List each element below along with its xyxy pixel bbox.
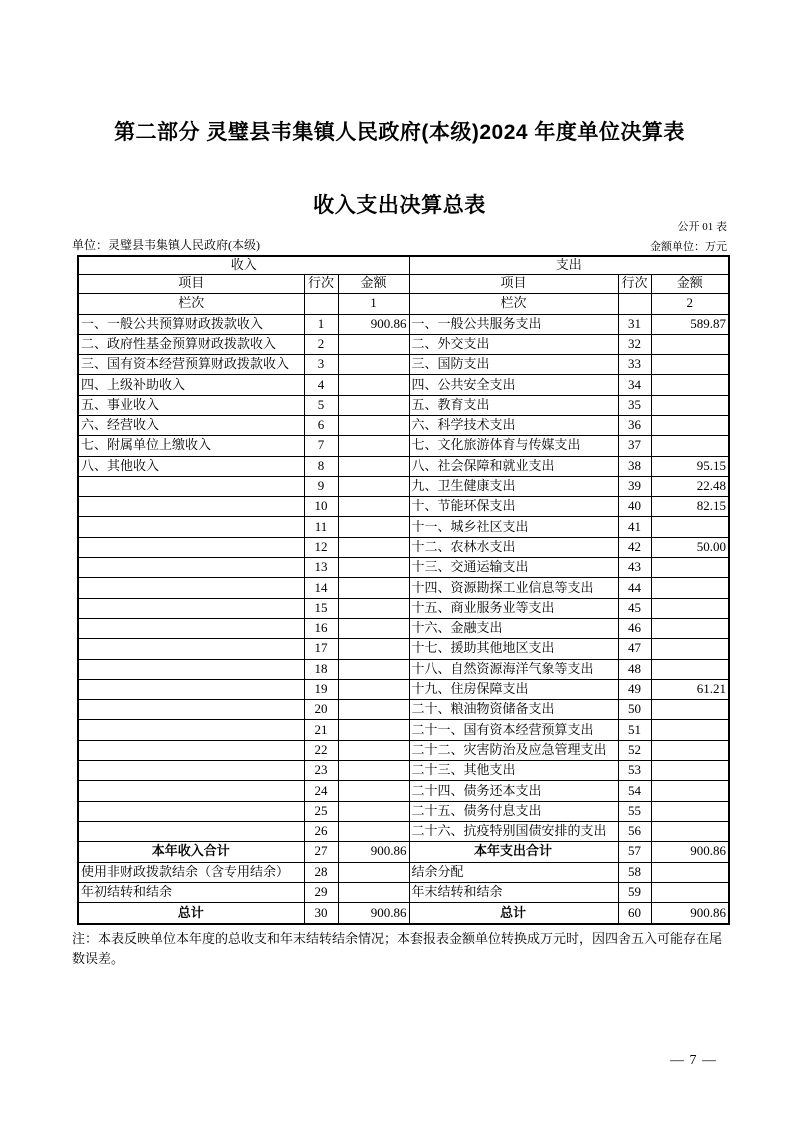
expenditure-line-cell: 49 <box>618 679 651 699</box>
income-amount-cell <box>338 476 409 496</box>
income-line-cell: 4 <box>304 375 338 395</box>
income-item-cell: 一、一般公共预算财政拨款收入 <box>78 314 304 334</box>
income-amount-cell <box>338 740 409 760</box>
table-row <box>78 903 729 924</box>
income-line-cell: 30 <box>304 903 338 924</box>
income-amount-cell: 900.86 <box>338 314 409 334</box>
income-item-header: 项目 <box>78 274 304 293</box>
expenditure-line-cell: 53 <box>618 761 651 781</box>
expenditure-line-cell: 58 <box>618 862 651 882</box>
expenditure-item-header: 项目 <box>409 274 618 293</box>
table-row <box>78 395 729 415</box>
expenditure-item-cell: 十八、自然资源海洋气象等支出 <box>409 659 618 679</box>
income-item-cell <box>78 781 304 801</box>
income-line-cell: 10 <box>304 497 338 517</box>
expenditure-amount-cell <box>651 781 729 801</box>
public-table-label: 公开 01 表 <box>677 221 727 233</box>
income-line-cell: 19 <box>304 679 338 699</box>
expenditure-item-cell: 十五、商业服务业等支出 <box>409 598 618 618</box>
expenditure-amount-cell: 900.86 <box>651 842 729 862</box>
income-amount-cell <box>338 456 409 476</box>
expenditure-amount-cell <box>651 740 729 760</box>
table-row <box>78 456 729 476</box>
summary-table-body <box>78 314 729 924</box>
expenditure-item-cell: 二十四、债务还本支出 <box>409 781 618 801</box>
expenditure-amount-cell <box>651 436 729 456</box>
expenditure-amount-cell: 50.00 <box>651 537 729 557</box>
income-line-cell: 12 <box>304 537 338 557</box>
expenditure-section-header: 支出 <box>409 256 729 274</box>
expenditure-line-cell: 46 <box>618 618 651 638</box>
table-row <box>78 740 729 760</box>
expenditure-item-cell: 四、公共安全支出 <box>409 375 618 395</box>
income-line-cell: 5 <box>304 395 338 415</box>
income-amount-cell: 900.86 <box>338 842 409 862</box>
expenditure-amount-cell: 61.21 <box>651 679 729 699</box>
income-item-cell <box>78 821 304 841</box>
income-amount-cell <box>338 761 409 781</box>
expenditure-line-cell: 45 <box>618 598 651 618</box>
expenditure-line-cell: 56 <box>618 821 651 841</box>
income-line-cell: 13 <box>304 558 338 578</box>
table-row <box>78 497 729 517</box>
income-item-cell: 总计 <box>78 903 304 924</box>
income-amount-cell <box>338 882 409 902</box>
expenditure-index-label: 栏次 <box>409 293 618 314</box>
expenditure-line-cell: 31 <box>618 314 651 334</box>
expenditure-item-cell: 结余分配 <box>409 862 618 882</box>
expenditure-item-cell: 六、科学技术支出 <box>409 415 618 435</box>
expenditure-line-cell: 55 <box>618 801 651 821</box>
expenditure-amount-cell: 589.87 <box>651 314 729 334</box>
table-note-line: 注：本表反映单位本年度的总收支和年末结转结余情况；本套报表金额单位转换成万元时，因四舍五入可能存在尾 <box>72 931 723 946</box>
column-header-row <box>78 274 729 293</box>
income-amount-cell <box>338 801 409 821</box>
expenditure-item-cell: 二十二、灾害防治及应急管理支出 <box>409 740 618 760</box>
table-row <box>78 517 729 537</box>
income-amount-cell <box>338 659 409 679</box>
income-item-cell <box>78 740 304 760</box>
table-row <box>78 314 729 334</box>
income-item-cell: 八、其他收入 <box>78 456 304 476</box>
expenditure-amount-cell <box>651 659 729 679</box>
income-amount-cell <box>338 355 409 375</box>
expenditure-item-cell: 二、外交支出 <box>409 334 618 354</box>
income-line-cell: 18 <box>304 659 338 679</box>
expenditure-item-cell: 二十一、国有资本经营预算支出 <box>409 720 618 740</box>
expenditure-item-cell: 五、教育支出 <box>409 395 618 415</box>
summary-table <box>77 255 730 925</box>
income-item-cell <box>78 639 304 659</box>
income-section-header: 收入 <box>78 256 409 274</box>
expenditure-item-cell: 年末结转和结余 <box>409 882 618 902</box>
expenditure-line-header: 行次 <box>618 274 651 293</box>
expenditure-line-cell: 51 <box>618 720 651 740</box>
income-item-cell: 二、政府性基金预算财政拨款收入 <box>78 334 304 354</box>
expenditure-amount-cell <box>651 761 729 781</box>
expenditure-line-cell: 42 <box>618 537 651 557</box>
income-item-cell: 使用非财政拨款结余（含专用结余） <box>78 862 304 882</box>
income-amount-cell <box>338 517 409 537</box>
table-row <box>78 720 729 740</box>
page <box>72 0 727 1122</box>
expenditure-line-cell: 50 <box>618 700 651 720</box>
expenditure-amount-cell <box>651 700 729 720</box>
table-row <box>78 578 729 598</box>
expenditure-amount-cell <box>651 821 729 841</box>
income-item-cell: 年初结转和结余 <box>78 882 304 902</box>
expenditure-item-cell: 本年支出合计 <box>409 842 618 862</box>
expenditure-line-cell: 34 <box>618 375 651 395</box>
income-amount-cell <box>338 334 409 354</box>
table-row <box>78 659 729 679</box>
table-row <box>78 476 729 496</box>
income-item-cell <box>78 598 304 618</box>
income-line-cell: 15 <box>304 598 338 618</box>
table-row <box>78 598 729 618</box>
expenditure-item-cell: 九、卫生健康支出 <box>409 476 618 496</box>
expenditure-item-cell: 八、社会保障和就业支出 <box>409 456 618 476</box>
expenditure-line-cell: 57 <box>618 842 651 862</box>
expenditure-line-cell: 32 <box>618 334 651 354</box>
expenditure-amount-cell <box>651 862 729 882</box>
income-amount-cell <box>338 618 409 638</box>
document-title: 第二部分 灵璧县韦集镇人民政府(本级)2024 年度单位决算表 <box>114 121 685 144</box>
expenditure-amount-cell <box>651 355 729 375</box>
expenditure-index-blank <box>618 293 651 314</box>
expenditure-amount-cell <box>651 578 729 598</box>
income-amount-cell: 900.86 <box>338 903 409 924</box>
income-amount-cell <box>338 497 409 517</box>
expenditure-line-cell: 59 <box>618 882 651 902</box>
expenditure-line-cell: 54 <box>618 781 651 801</box>
expenditure-line-cell: 43 <box>618 558 651 578</box>
income-item-cell: 五、事业收入 <box>78 395 304 415</box>
income-amount-cell <box>338 821 409 841</box>
table-row <box>78 801 729 821</box>
income-amount-cell <box>338 639 409 659</box>
expenditure-line-cell: 36 <box>618 415 651 435</box>
table-row <box>78 618 729 638</box>
income-amount-cell <box>338 679 409 699</box>
expenditure-item-cell: 十九、住房保障支出 <box>409 679 618 699</box>
expenditure-amount-cell: 22.48 <box>651 476 729 496</box>
expenditure-line-cell: 52 <box>618 740 651 760</box>
section-header-row <box>78 256 729 274</box>
income-line-cell: 14 <box>304 578 338 598</box>
expenditure-item-cell: 七、文化旅游体育与传媒支出 <box>409 436 618 456</box>
expenditure-line-cell: 33 <box>618 355 651 375</box>
expenditure-index-number: 2 <box>651 293 729 314</box>
expenditure-amount-cell: 82.15 <box>651 497 729 517</box>
expenditure-amount-cell: 900.86 <box>651 903 729 924</box>
expenditure-item-cell: 十三、交通运输支出 <box>409 558 618 578</box>
table-row <box>78 334 729 354</box>
income-item-cell <box>78 700 304 720</box>
income-amount-cell <box>338 598 409 618</box>
income-line-cell: 6 <box>304 415 338 435</box>
expenditure-amount-cell <box>651 639 729 659</box>
income-item-cell <box>78 558 304 578</box>
table-row <box>78 355 729 375</box>
expenditure-amount-cell <box>651 375 729 395</box>
income-line-cell: 7 <box>304 436 338 456</box>
expenditure-line-cell: 35 <box>618 395 651 415</box>
table-note <box>72 929 727 969</box>
table-row <box>78 700 729 720</box>
income-amount-cell <box>338 781 409 801</box>
income-item-cell: 三、国有资本经营预算财政拨款收入 <box>78 355 304 375</box>
table-title: 收入支出决算总表 <box>313 194 486 217</box>
income-item-cell <box>78 761 304 781</box>
table-row <box>78 862 729 882</box>
income-amount-cell <box>338 862 409 882</box>
income-line-cell: 16 <box>304 618 338 638</box>
expenditure-amount-cell <box>651 882 729 902</box>
expenditure-item-cell: 三、国防支出 <box>409 355 618 375</box>
income-amount-header: 金额 <box>338 274 409 293</box>
income-item-cell: 七、附属单位上缴收入 <box>78 436 304 456</box>
expenditure-amount-cell <box>651 517 729 537</box>
income-index-number: 1 <box>338 293 409 314</box>
column-index-row <box>78 293 729 314</box>
income-line-cell: 11 <box>304 517 338 537</box>
income-line-cell: 23 <box>304 761 338 781</box>
unit-label: 单位：灵璧县韦集镇人民政府(本级) <box>72 238 260 252</box>
expenditure-item-cell: 二十五、债务付息支出 <box>409 801 618 821</box>
expenditure-item-cell: 十二、农林水支出 <box>409 537 618 557</box>
income-amount-cell <box>338 720 409 740</box>
table-row <box>78 882 729 902</box>
income-index-blank <box>304 293 338 314</box>
expenditure-item-cell: 二十、粮油物资储备支出 <box>409 700 618 720</box>
expenditure-line-cell: 60 <box>618 903 651 924</box>
income-amount-cell <box>338 375 409 395</box>
expenditure-line-cell: 41 <box>618 517 651 537</box>
table-row <box>78 537 729 557</box>
expenditure-amount-cell <box>651 415 729 435</box>
expenditure-amount-cell <box>651 618 729 638</box>
amount-unit-label: 金额单位：万元 <box>650 241 727 253</box>
income-item-cell <box>78 517 304 537</box>
expenditure-line-cell: 40 <box>618 497 651 517</box>
income-item-cell: 六、经营收入 <box>78 415 304 435</box>
expenditure-item-cell: 十一、城乡社区支出 <box>409 517 618 537</box>
expenditure-amount-cell <box>651 720 729 740</box>
expenditure-item-cell: 十、节能环保支出 <box>409 497 618 517</box>
table-row <box>78 679 729 699</box>
income-line-cell: 9 <box>304 476 338 496</box>
income-line-cell: 20 <box>304 700 338 720</box>
income-line-cell: 21 <box>304 720 338 740</box>
income-item-cell <box>78 720 304 740</box>
table-note-line: 数误差。 <box>72 951 125 966</box>
income-amount-cell <box>338 395 409 415</box>
income-line-cell: 24 <box>304 781 338 801</box>
expenditure-item-cell: 一、一般公共服务支出 <box>409 314 618 334</box>
income-line-cell: 17 <box>304 639 338 659</box>
income-item-cell <box>78 578 304 598</box>
table-row <box>78 761 729 781</box>
income-item-cell: 本年收入合计 <box>78 842 304 862</box>
table-row <box>78 415 729 435</box>
income-item-cell <box>78 659 304 679</box>
expenditure-item-cell: 二十三、其他支出 <box>409 761 618 781</box>
expenditure-amount-cell <box>651 801 729 821</box>
income-line-cell: 2 <box>304 334 338 354</box>
income-amount-cell <box>338 415 409 435</box>
income-line-header: 行次 <box>304 274 338 293</box>
income-amount-cell <box>338 558 409 578</box>
expenditure-amount-cell <box>651 598 729 618</box>
income-index-label: 栏次 <box>78 293 304 314</box>
expenditure-amount-cell: 95.15 <box>651 456 729 476</box>
income-item-cell <box>78 618 304 638</box>
table-row <box>78 842 729 862</box>
income-line-cell: 25 <box>304 801 338 821</box>
income-amount-cell <box>338 700 409 720</box>
income-line-cell: 27 <box>304 842 338 862</box>
table-row <box>78 558 729 578</box>
income-line-cell: 3 <box>304 355 338 375</box>
expenditure-amount-cell <box>651 334 729 354</box>
table-row <box>78 821 729 841</box>
income-line-cell: 28 <box>304 862 338 882</box>
income-item-cell <box>78 801 304 821</box>
expenditure-line-cell: 48 <box>618 659 651 679</box>
expenditure-item-cell: 十六、金融支出 <box>409 618 618 638</box>
expenditure-line-cell: 38 <box>618 456 651 476</box>
expenditure-line-cell: 39 <box>618 476 651 496</box>
expenditure-amount-cell <box>651 558 729 578</box>
expenditure-line-cell: 44 <box>618 578 651 598</box>
expenditure-amount-cell <box>651 395 729 415</box>
income-amount-cell <box>338 436 409 456</box>
income-item-cell <box>78 497 304 517</box>
table-row <box>78 781 729 801</box>
income-line-cell: 8 <box>304 456 338 476</box>
table-row <box>78 436 729 456</box>
income-amount-cell <box>338 578 409 598</box>
income-line-cell: 22 <box>304 740 338 760</box>
expenditure-item-cell: 十四、资源勘探工业信息等支出 <box>409 578 618 598</box>
table-row <box>78 639 729 659</box>
income-line-cell: 1 <box>304 314 338 334</box>
expenditure-amount-header: 金额 <box>651 274 729 293</box>
table-row <box>78 375 729 395</box>
expenditure-item-cell: 二十六、抗疫特别国债安排的支出 <box>409 821 618 841</box>
income-item-cell <box>78 476 304 496</box>
income-item-cell <box>78 537 304 557</box>
expenditure-item-cell: 十七、援助其他地区支出 <box>409 639 618 659</box>
page-number: — 7 — <box>670 1053 717 1068</box>
income-amount-cell <box>338 537 409 557</box>
income-line-cell: 26 <box>304 821 338 841</box>
income-item-cell <box>78 679 304 699</box>
income-item-cell: 四、上级补助收入 <box>78 375 304 395</box>
expenditure-line-cell: 47 <box>618 639 651 659</box>
expenditure-item-cell: 总计 <box>409 903 618 924</box>
income-line-cell: 29 <box>304 882 338 902</box>
expenditure-line-cell: 37 <box>618 436 651 456</box>
